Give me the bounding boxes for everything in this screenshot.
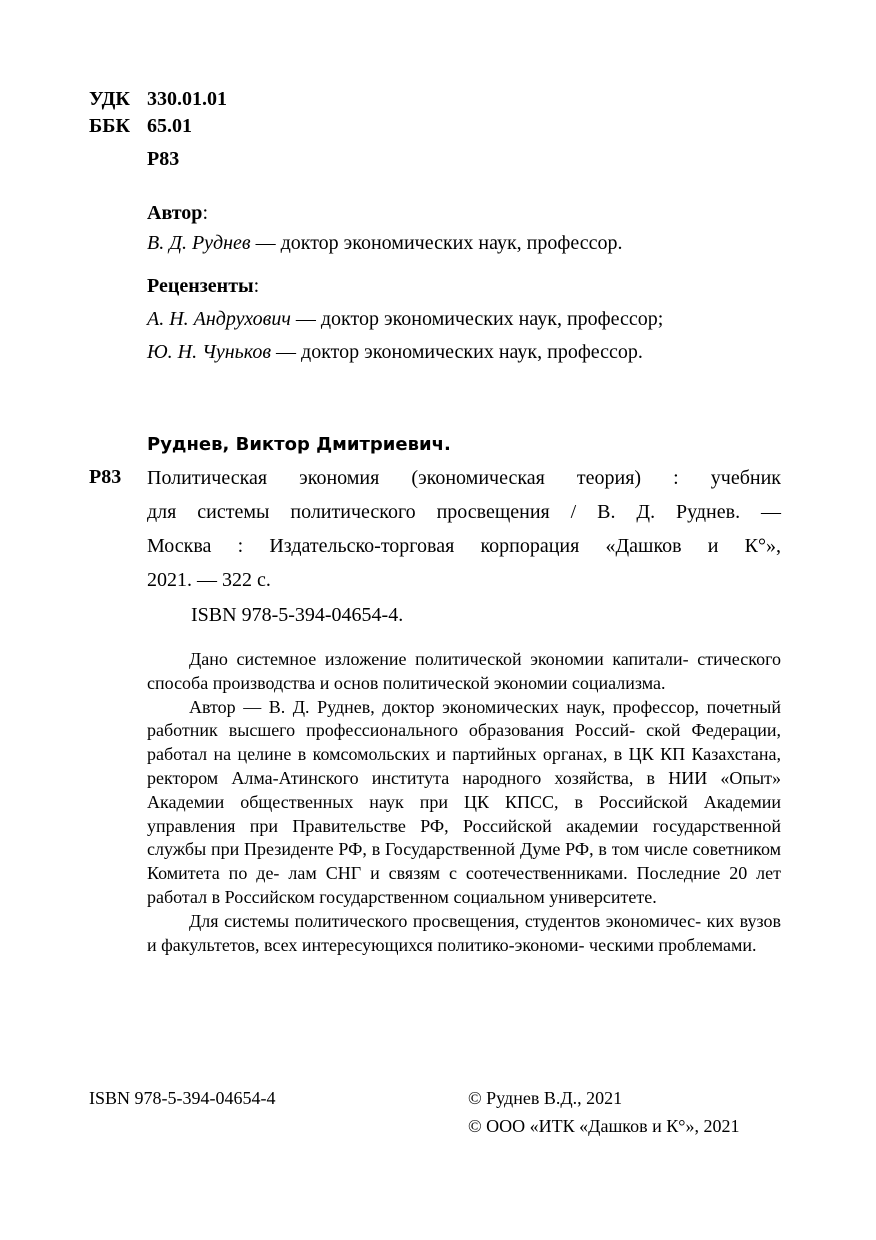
reviewer-name: Ю. Н. Чуньков (147, 341, 272, 363)
author-heading-text: Автор (147, 202, 203, 224)
bbk-row (89, 115, 192, 138)
reviewer-description: — доктор экономических наук, профессор; (290, 308, 664, 330)
reviewers-heading-colon: : (253, 275, 260, 297)
catalog-line: для системы политического просвещения / В. Д. Руднев. — (147, 501, 781, 523)
annotation (147, 648, 781, 957)
annotation-paragraph (147, 696, 781, 910)
annotation-line: Для системы политического просвещения, студентов экономичес- (189, 910, 702, 931)
annotation-paragraph (147, 648, 781, 696)
annotation-line: РФ, Российской академии государственной службы при Президенте РФ, (147, 815, 781, 860)
author-heading-colon: : (202, 202, 208, 224)
author-name: В. Д. Руднев (147, 232, 251, 254)
annotation-paragraph (147, 910, 781, 958)
reviewers-heading-text: Рецензенты (147, 275, 254, 297)
annotation-line: Автор — В. Д. Руднев, доктор экономических наук, профессор, (189, 696, 700, 717)
udk-label: УДК (89, 88, 130, 110)
catalog-description (147, 461, 781, 597)
annotation-line: Дано системное изложение политической экономии капитали- (189, 649, 689, 669)
footer-isbn: ISBN 978-5-394-04654-4 (89, 1088, 276, 1108)
annotation-line: ской Федерации, работал на целине в комсомольских и партийных (147, 720, 782, 765)
annotation-line: Российском государственном социальном университете. (224, 886, 657, 907)
catalog-line: Москва : Издательско-торговая корпорация «Дашков и К°», (147, 535, 781, 557)
bbk-label: ББК (89, 115, 130, 137)
reviewers-heading (147, 275, 259, 298)
annotation-line: стического способа производства и основ политической экономии (147, 649, 781, 693)
author-heading (147, 202, 208, 225)
catalog-line: Политическая экономия (экономическая теория) : учебник (147, 467, 781, 489)
reviewer-line (147, 308, 663, 331)
bbk-value: 65.01 (147, 115, 192, 137)
annotation-line: почетный работник высшего профессионального образования Россий- (147, 696, 781, 741)
reviewer-line (147, 341, 643, 364)
annotation-line: народного хозяйства, в НИИ «Опыт» Академии общественных наук (147, 767, 781, 812)
annotation-line: ческими проблемами. (589, 934, 757, 955)
catalog-code: Р83 (89, 466, 122, 488)
annotation-line: при ЦК КПСС, в Российской Академии управления при Правительстве (147, 791, 781, 836)
copyright-author: © Руднев В.Д., 2021 (468, 1088, 623, 1108)
catalog-line: 2021. — 322 с. (147, 569, 271, 591)
catalog-isbn: ISBN 978-5-394-04654-4. (191, 604, 404, 626)
annotation-line: органах, в ЦК КП Казахстана, ректором Алма-Атинского института (147, 744, 781, 788)
udk-value: 330.01.01 (147, 88, 227, 110)
udk-row (89, 88, 227, 111)
reviewer-description: — доктор экономических наук, профессор. (271, 341, 643, 363)
author-line (147, 232, 622, 255)
author-code: Р83 (147, 148, 180, 170)
catalog-author-heading: Руднев, Виктор Дмитриевич. (147, 434, 451, 455)
author-description: — доктор экономических наук, профессор. (250, 232, 623, 254)
annotation-line: в Государственной Думе РФ, в том числе советником Комитета по де- (147, 839, 782, 884)
annotation-line: социализма. (571, 672, 666, 693)
annotation-line: ких вузов и факультетов, всех интересующихся политико-экономи- (147, 910, 781, 955)
annotation-line: лам СНГ и связям с соотечественниками. Последние 20 лет работал в (147, 863, 781, 907)
reviewer-name: А. Н. Андрухович (147, 308, 291, 330)
copyright-publisher: © ООО «ИТК «Дашков и К°», 2021 (468, 1116, 740, 1136)
